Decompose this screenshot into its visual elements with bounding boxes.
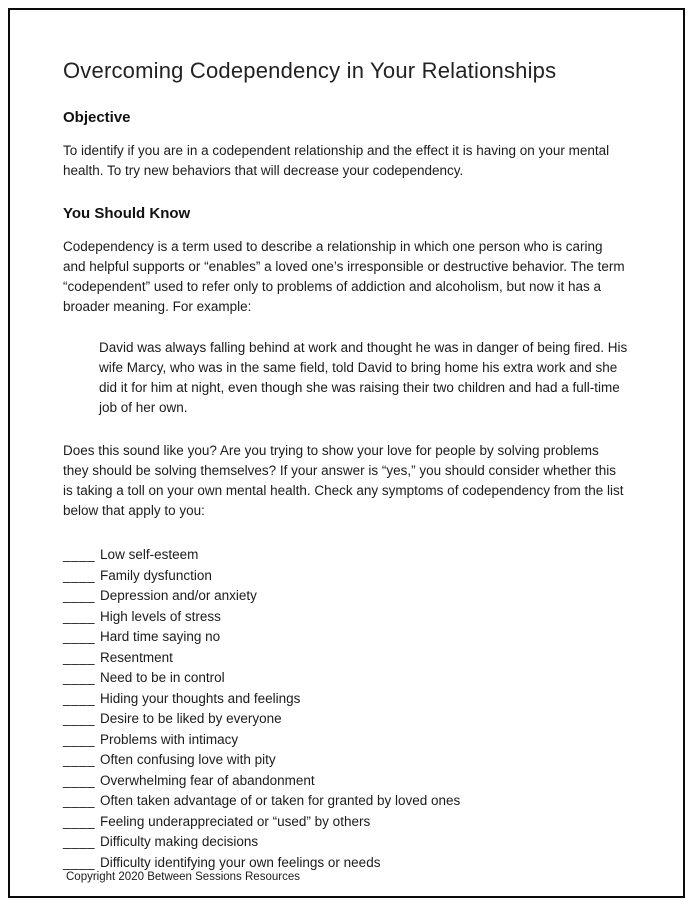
checklist-item-label: Depression and/or anxiety <box>100 588 257 603</box>
checklist-item <box>63 668 633 689</box>
checklist-item-label: Desire to be liked by everyone <box>100 711 282 726</box>
checklist-item <box>63 750 633 771</box>
self-check-instructions-paragraph: Does this sound like you? Are you trying to show your love for people by solving problems they should be solving themselves? If your answer is “yes,” you should consider whether this is taking a toll on your own mental health. Check any symptoms of codependency from the list below that apply to you: <box>63 443 624 518</box>
checklist-item-label: Often taken advantage of or taken for granted by loved ones <box>100 793 461 808</box>
page-content <box>10 10 683 873</box>
answer-blank[interactable]: ____ <box>63 752 96 767</box>
checklist-item-label: Resentment <box>100 649 173 665</box>
answer-blank[interactable]: ____ <box>63 711 96 726</box>
answer-blank[interactable]: ____ <box>63 608 96 624</box>
checklist-item <box>63 730 633 751</box>
checklist-item <box>63 689 633 710</box>
symptom-checklist <box>63 545 633 873</box>
answer-blank[interactable]: ____ <box>63 731 96 747</box>
example-vignette-paragraph: David was always falling behind at work and thought he was in danger of being fired. His wife Marcy, who was in the same field, told David to bring home his extra work and she did it for him at night, even though she was raising their two children and had a full-time job of her own. <box>99 340 628 415</box>
checklist-item <box>63 627 633 648</box>
answer-blank[interactable]: ____ <box>63 670 96 685</box>
codependency-definition-paragraph: Codependency is a term used to describe a relationship in which one person who is caring and helpful supports or “enables” a loved one’s irresponsible or destructive behavior. The term “codependent” used to refer only to problems of addiction and alcoholism, but now it has a broader meaning. For example: <box>63 239 625 314</box>
checklist-item-label: Need to be in control <box>100 670 225 685</box>
answer-blank[interactable]: ____ <box>63 629 96 644</box>
objective-text: To identify if you are in a codependent relationship and the effect it is having on your mental health. To try new behaviors that will decrease your codependency. <box>63 143 610 178</box>
answer-blank[interactable]: ____ <box>63 547 96 562</box>
answer-blank[interactable]: ____ <box>63 567 96 583</box>
checklist-item-label: Low self-esteem <box>100 547 199 562</box>
checklist-item <box>63 586 633 607</box>
checklist-item <box>63 545 633 566</box>
answer-blank[interactable]: ____ <box>63 854 96 870</box>
checklist-item-label: Family dysfunction <box>100 567 212 583</box>
checklist-item-label: Overwhelming fear of abandonment <box>100 772 315 788</box>
checklist-item-label: Often confusing love with pity <box>100 752 276 767</box>
answer-blank[interactable]: ____ <box>63 772 96 788</box>
answer-blank[interactable]: ____ <box>63 793 96 808</box>
checklist-item <box>63 791 633 812</box>
answer-blank[interactable]: ____ <box>63 588 96 603</box>
checklist-item-label: Hiding your thoughts and feelings <box>100 690 301 706</box>
answer-blank[interactable]: ____ <box>63 649 96 665</box>
checklist-item-label: Difficulty making decisions <box>100 834 259 849</box>
copyright-footer: Copyright 2020 Between Sessions Resources <box>66 871 300 883</box>
objective-heading: Objective <box>63 109 131 126</box>
checklist-item <box>63 607 633 628</box>
checklist-item <box>63 812 633 833</box>
answer-blank[interactable]: ____ <box>63 690 96 706</box>
checklist-item-label: Problems with intimacy <box>100 731 239 747</box>
checklist-item <box>63 832 633 853</box>
worksheet-page <box>8 8 685 898</box>
checklist-item-label: Difficulty identifying your own feelings or needs <box>100 854 381 870</box>
checklist-item <box>63 648 633 669</box>
answer-blank[interactable]: ____ <box>63 813 96 829</box>
checklist-item <box>63 771 633 792</box>
checklist-item-label: Hard time saying no <box>100 629 221 644</box>
checklist-item <box>63 709 633 730</box>
page-title: Overcoming Codependency in Your Relationships <box>63 58 557 83</box>
you-should-know-heading: You Should Know <box>63 205 191 222</box>
answer-blank[interactable]: ____ <box>63 834 96 849</box>
checklist-item <box>63 566 633 587</box>
checklist-item <box>63 853 633 874</box>
checklist-item-label: Feeling underappreciated or “used” by others <box>100 813 371 829</box>
checklist-item-label: High levels of stress <box>100 608 221 624</box>
